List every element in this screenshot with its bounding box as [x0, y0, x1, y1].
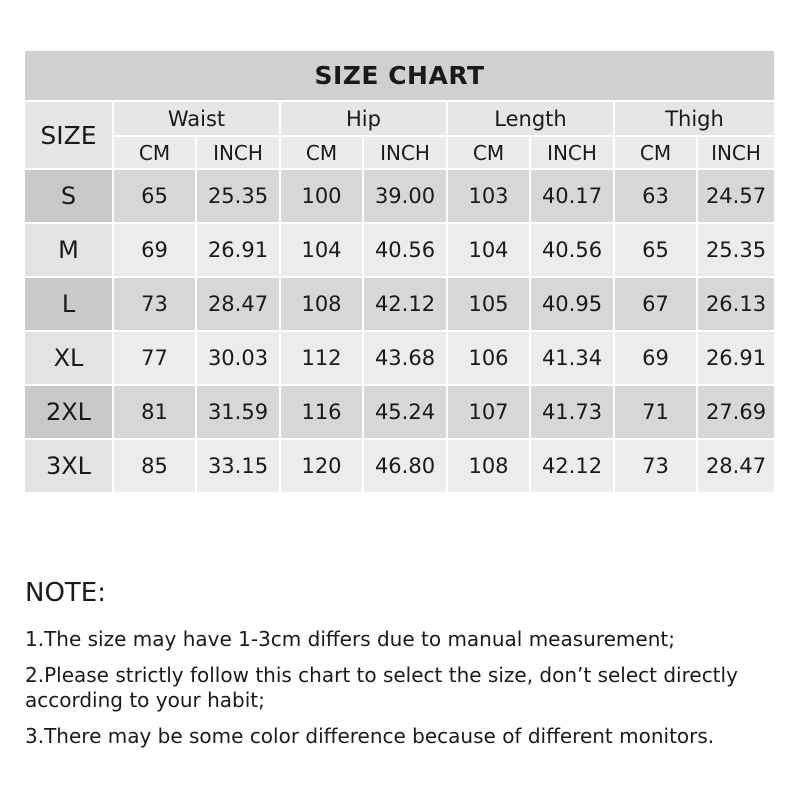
column-group-waist: Waist [114, 102, 279, 135]
size-label: S [25, 170, 112, 222]
table-cell: 85 [114, 440, 195, 492]
note-item-3: 3.There may be some color difference because of different monitors. [25, 724, 715, 748]
table-cell: 26.91 [197, 224, 279, 276]
table-cell: 43.68 [364, 332, 446, 384]
table-cell: 105 [448, 278, 529, 330]
table-cell: 27.69 [698, 386, 774, 438]
notes-section [25, 575, 785, 760]
table-cell: 46.80 [364, 440, 446, 492]
table-cell: 41.73 [531, 386, 613, 438]
table-cell: 30.03 [197, 332, 279, 384]
table-cell: 26.13 [698, 278, 774, 330]
table-cell: 39.00 [364, 170, 446, 222]
table-cell: 41.34 [531, 332, 613, 384]
chart-title: SIZE CHART [25, 51, 774, 100]
table-cell: 33.15 [197, 440, 279, 492]
unit-header-waist-inch: INCH [197, 137, 279, 168]
table-cell: 40.56 [364, 224, 446, 276]
size-label: M [25, 224, 112, 276]
size-label: 2XL [25, 386, 112, 438]
table-cell: 65 [114, 170, 195, 222]
table-cell: 28.47 [197, 278, 279, 330]
table-cell: 40.17 [531, 170, 613, 222]
table-cell: 104 [448, 224, 529, 276]
table-cell: 112 [281, 332, 362, 384]
table-cell: 67 [615, 278, 696, 330]
note-item-2: 2.Please strictly follow this chart to select the size, don’t select directly according to your habit; [25, 663, 738, 712]
table-cell: 108 [281, 278, 362, 330]
table-cell: 40.56 [531, 224, 613, 276]
unit-header-waist-cm: CM [114, 137, 195, 168]
table-cell: 24.57 [698, 170, 774, 222]
table-cell: 73 [615, 440, 696, 492]
table-cell: 69 [615, 332, 696, 384]
table-cell: 40.95 [531, 278, 613, 330]
table-cell: 100 [281, 170, 362, 222]
table-cell: 63 [615, 170, 696, 222]
table-cell: 77 [114, 332, 195, 384]
size-column-header: SIZE [25, 102, 112, 168]
size-label: 3XL [25, 440, 112, 492]
table-cell: 65 [615, 224, 696, 276]
unit-header-thigh-cm: CM [615, 137, 696, 168]
table-cell: 25.35 [197, 170, 279, 222]
table-cell: 103 [448, 170, 529, 222]
table-cell: 31.59 [197, 386, 279, 438]
table-cell: 107 [448, 386, 529, 438]
column-group-length: Length [448, 102, 613, 135]
table-cell: 26.91 [698, 332, 774, 384]
size-label: XL [25, 332, 112, 384]
table-cell: 28.47 [698, 440, 774, 492]
table-cell: 81 [114, 386, 195, 438]
column-group-hip: Hip [281, 102, 446, 135]
unit-header-length-inch: INCH [531, 137, 613, 168]
unit-header-thigh-inch: INCH [698, 137, 774, 168]
table-cell: 108 [448, 440, 529, 492]
table-cell: 73 [114, 278, 195, 330]
table-cell: 42.12 [364, 278, 446, 330]
table-cell: 120 [281, 440, 362, 492]
table-cell: 42.12 [531, 440, 613, 492]
table-cell: 69 [114, 224, 195, 276]
unit-header-length-cm: CM [448, 137, 529, 168]
column-group-thigh: Thigh [615, 102, 774, 135]
table-cell: 25.35 [698, 224, 774, 276]
size-label: L [25, 278, 112, 330]
table-cell: 106 [448, 332, 529, 384]
table-cell: 45.24 [364, 386, 446, 438]
table-cell: 104 [281, 224, 362, 276]
table-cell: 116 [281, 386, 362, 438]
table-cell: 71 [615, 386, 696, 438]
unit-header-hip-cm: CM [281, 137, 362, 168]
size-chart [25, 51, 774, 493]
note-item-1: 1.The size may have 1-3cm differs due to manual measurement; [25, 627, 675, 651]
notes-title: NOTE: [25, 578, 106, 608]
unit-header-hip-inch: INCH [364, 137, 446, 168]
